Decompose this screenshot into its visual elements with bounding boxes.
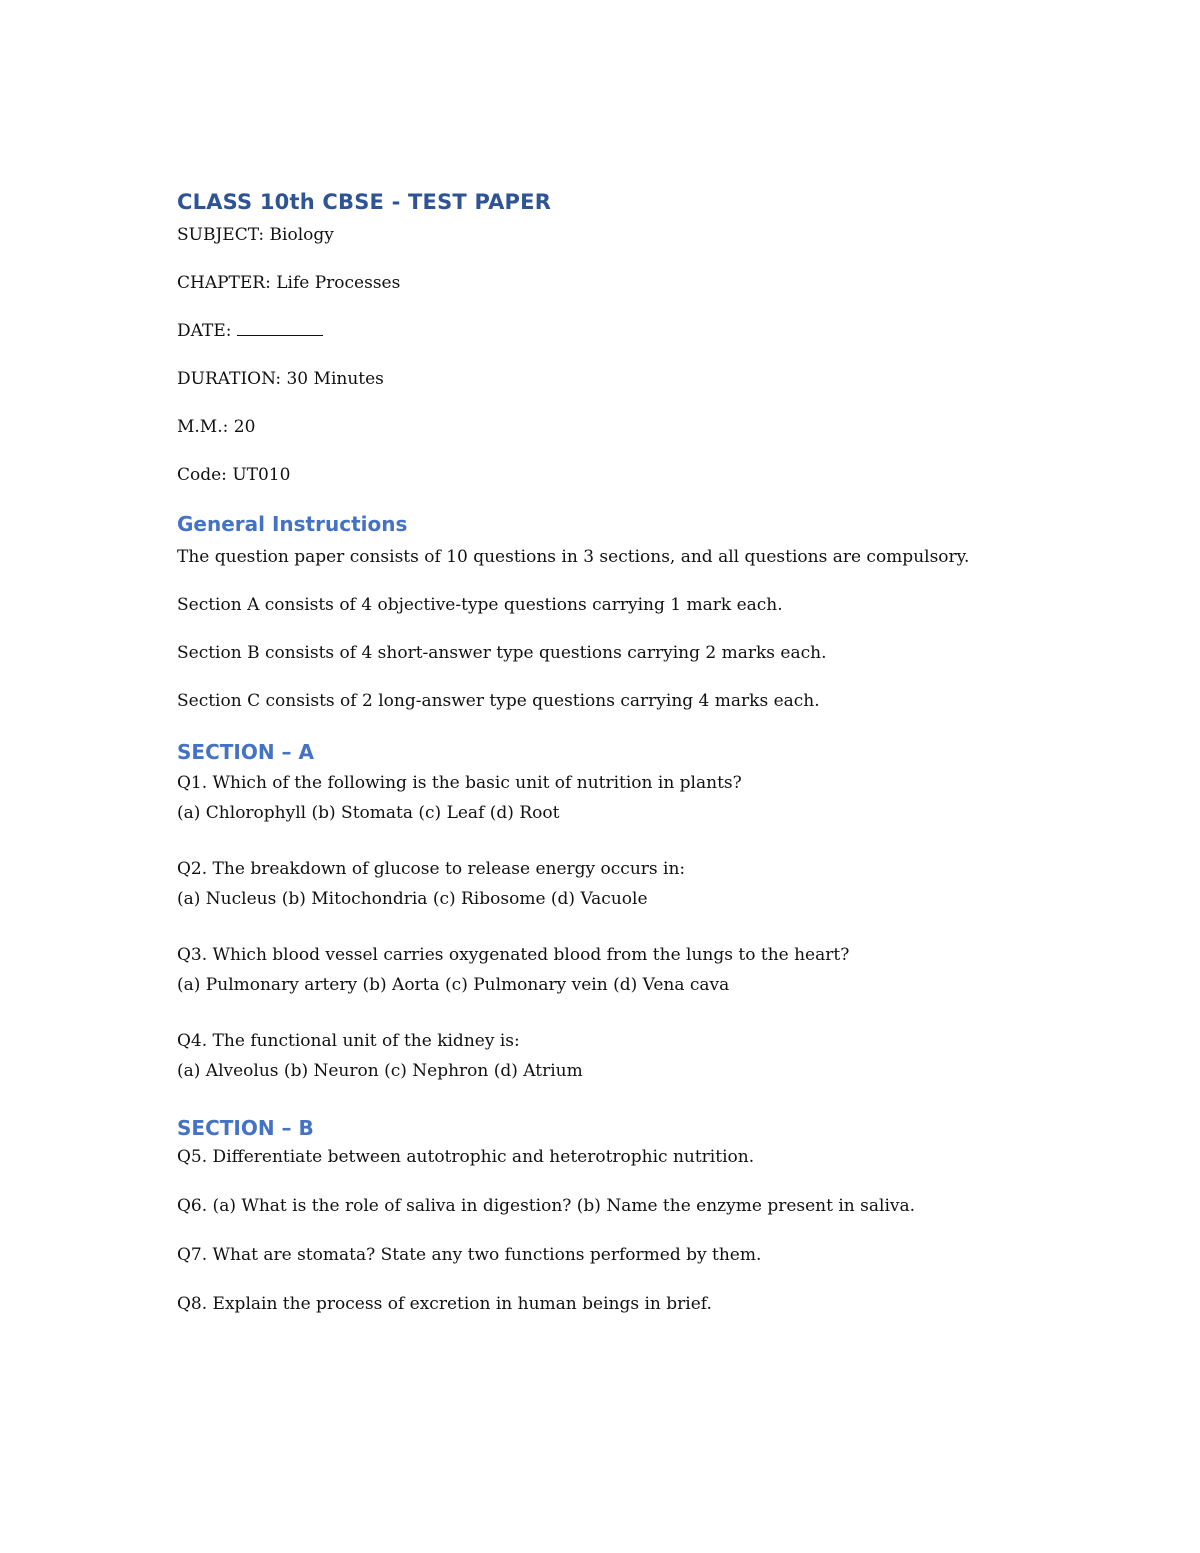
chapter-line: CHAPTER: Life Processes (177, 273, 401, 293)
question-options: (a) Nucleus (b) Mitochondria (c) Ribosome (d) Vacuole (177, 889, 648, 909)
section-b-heading: SECTION – B (177, 1116, 314, 1140)
question-8: Q8. Explain the process of excretion in human beings in brief. (177, 1294, 712, 1314)
subject-line: SUBJECT: Biology (177, 225, 334, 245)
question-text: Q2. The breakdown of glucose to release energy occurs in: (177, 859, 686, 879)
question-2 (177, 854, 1077, 914)
paper-title: CLASS 10th CBSE - TEST PAPER (177, 190, 552, 214)
date-label: DATE: (177, 321, 232, 341)
question-text: Q3. Which blood vessel carries oxygenated blood from the lungs to the heart? (177, 945, 850, 965)
question-6: Q6. (a) What is the role of saliva in digestion? (b) Name the enzyme present in saliva. (177, 1196, 916, 1216)
question-options: (a) Alveolus (b) Neuron (c) Nephron (d) Atrium (177, 1061, 583, 1081)
code-line: Code: UT010 (177, 465, 291, 485)
document-body (177, 190, 1077, 1342)
instruction-item: Section C consists of 2 long-answer type questions carrying 4 marks each. (177, 691, 820, 711)
question-7: Q7. What are stomata? State any two functions performed by them. (177, 1245, 762, 1265)
duration-line: DURATION: 30 Minutes (177, 369, 384, 389)
max-marks-line: M.M.: 20 (177, 417, 256, 437)
instruction-item: Section A consists of 4 objective-type questions carrying 1 mark each. (177, 595, 783, 615)
instruction-item: The question paper consists of 10 questions in 3 sections, and all questions are compulsory. (177, 547, 970, 567)
question-3 (177, 940, 1077, 1000)
question-4 (177, 1026, 1077, 1086)
date-line (177, 320, 1077, 342)
question-options: (a) Chlorophyll (b) Stomata (c) Leaf (d) Root (177, 803, 560, 823)
instruction-item: Section B consists of 4 short-answer type questions carrying 2 marks each. (177, 643, 827, 663)
section-a-heading: SECTION – A (177, 740, 314, 764)
question-options: (a) Pulmonary artery (b) Aorta (c) Pulmonary vein (d) Vena cava (177, 975, 730, 995)
question-text: Q4. The functional unit of the kidney is: (177, 1031, 520, 1051)
question-text: Q1. Which of the following is the basic unit of nutrition in plants? (177, 773, 742, 793)
instructions-heading: General Instructions (177, 512, 408, 536)
question-5: Q5. Differentiate between autotrophic and heterotrophic nutrition. (177, 1147, 755, 1167)
question-1 (177, 768, 1077, 828)
date-blank (237, 334, 323, 336)
